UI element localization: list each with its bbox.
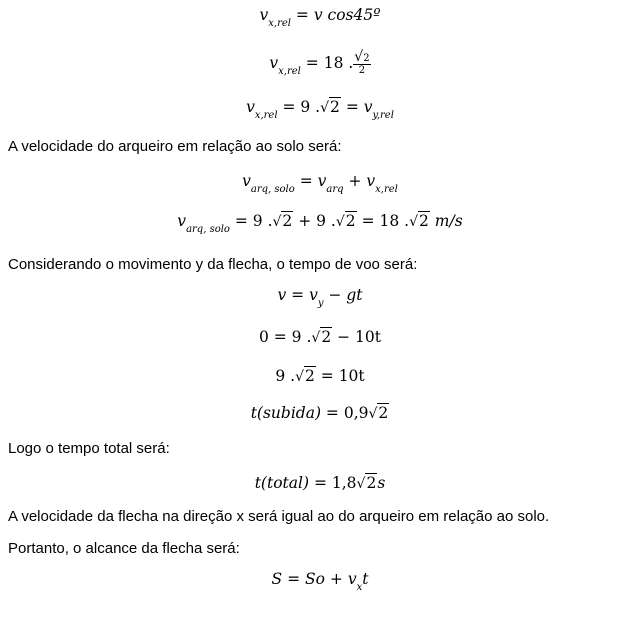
op: = <box>286 286 310 304</box>
eq-vxrel-cos <box>0 6 617 29</box>
var: v <box>363 98 373 116</box>
eq-zero: 0 = 9 .√2 − 10t <box>258 328 381 346</box>
sub: arq, solo <box>186 224 230 235</box>
var: v <box>246 98 255 116</box>
paragraph: Considerando o movimento y da flecha, o tempo de voo será: <box>8 256 418 273</box>
term: S = So + <box>271 570 348 588</box>
term: + 9 . <box>293 212 336 230</box>
term: − 10t <box>332 328 381 346</box>
term: = 10t <box>315 367 365 385</box>
eq-v-gt <box>0 286 617 309</box>
paragraph: Portanto, o alcance da flecha será: <box>8 540 240 557</box>
var: v <box>347 570 357 588</box>
sub: x <box>356 582 363 593</box>
eq-varq-sum <box>0 172 617 195</box>
sub: y,rel <box>372 110 394 121</box>
sub: arq, solo <box>250 184 295 195</box>
eq-vxrel-9: $v_{x,rel} = 9$ $.√2 = v_{y,rel}$ <box>246 98 394 121</box>
eq-alcance <box>0 570 617 593</box>
eq-varq-value: $v_{arq, solo} = 9$ .√2 + 9 .√2 = 18 .√2 m/s <box>177 212 463 235</box>
term: = 9 . <box>229 212 273 230</box>
term: t(total) <box>254 474 310 492</box>
paragraph: Logo o tempo total será: <box>8 440 170 457</box>
sqrt: 2 <box>282 212 293 230</box>
sqrt: 2 <box>378 404 389 422</box>
eq-10t: 9 .√2 = 10t <box>275 367 365 385</box>
op: + <box>343 172 367 190</box>
term: t <box>362 570 369 588</box>
sqrt: 2 <box>304 367 315 385</box>
eq-ttotal: t(total) = 1,8√2s <box>254 474 386 492</box>
op: = <box>294 172 318 190</box>
var: v <box>313 6 323 24</box>
num: 2 <box>363 53 370 64</box>
term: − gt <box>323 286 363 304</box>
den: 2 <box>358 65 366 76</box>
term: t(subida) <box>250 404 321 422</box>
var: v <box>259 6 269 24</box>
term: 9 . <box>275 367 296 385</box>
sub: x,rel <box>268 18 291 29</box>
sub: x,rel <box>375 184 398 195</box>
fn: cos45º <box>322 6 381 24</box>
var: v <box>242 172 251 190</box>
sqrt: 2 <box>321 328 332 346</box>
term: 0 = 9 . <box>258 328 312 346</box>
var: v <box>366 172 376 190</box>
var: v <box>317 172 327 190</box>
eq-vxrel-18 <box>0 49 617 77</box>
var: v <box>269 54 279 72</box>
fraction: $\frac{√2}{2}$ <box>354 49 370 76</box>
paragraph: A velocidade do arqueiro em relação ao solo será: <box>8 138 342 155</box>
paragraph: A velocidade da flecha na direção x será igual ao do arqueiro em relação ao solo. <box>8 508 550 525</box>
var: v <box>277 286 287 304</box>
var: v <box>177 212 187 230</box>
eq-tsubida: t(subida) = 0,9√2 <box>250 404 389 422</box>
sqrt: 2 <box>419 212 429 230</box>
unit: m/s <box>429 212 463 230</box>
term: = 0,9 <box>321 404 369 422</box>
sqrt: 2 <box>330 98 340 116</box>
sqrt: 2 <box>345 212 356 230</box>
op: = <box>290 6 314 24</box>
sqrt: 2 <box>366 474 377 492</box>
op: = <box>340 98 364 116</box>
rhs: = 9 . <box>277 98 321 116</box>
sub: arq <box>326 184 344 195</box>
unit: s <box>377 474 386 492</box>
term: = 18 . <box>356 212 410 230</box>
sub: x,rel <box>254 110 278 121</box>
sub: y <box>317 298 324 309</box>
rhs: = 18 . <box>300 54 354 72</box>
term: = 1,8 <box>309 474 357 492</box>
sub: x,rel <box>278 66 301 77</box>
var: v <box>309 286 318 304</box>
